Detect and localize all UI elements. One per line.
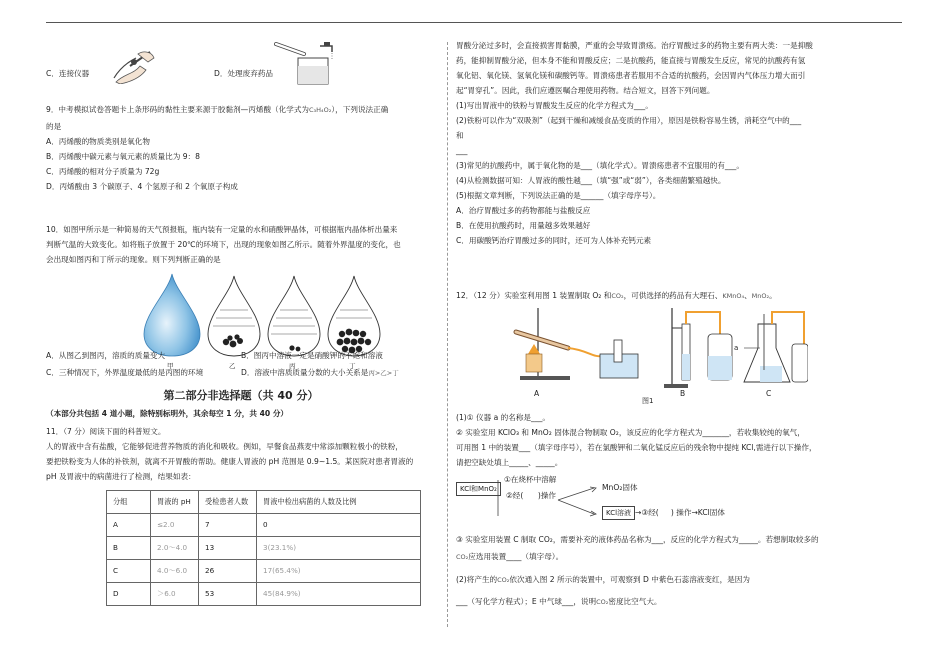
q11-para-line2: 要把铁粉变为人体的补铁剂，就离不开胃酸的帮助。健康人胃液的 pH 范围是 0.9~1.5。某医院对患者胃液的 <box>46 457 414 466</box>
q8-option-d: D．处理废弃药品 <box>214 69 274 78</box>
table-header-cell: 胃液的 pH <box>151 491 199 514</box>
q12-line1: (1)① 仪器 a 的名称是___。 <box>456 413 551 422</box>
q11-cont-line4: 起“胃穿孔”。因此，我们应遵医嘱合理使用药物。结合短文，回答下列问题。 <box>456 86 715 95</box>
waste-disposal-illustration <box>274 40 340 86</box>
q10-options-row1 <box>46 350 436 361</box>
part-two-note: （本部分共包括 4 道小题，除特别标明外，其余每空 1 分，共 40 分） <box>46 408 289 418</box>
apparatus-label-b: B <box>680 389 686 398</box>
apparatus-label-a: A <box>534 389 540 398</box>
flask-label-yi: 乙 <box>229 362 236 370</box>
q11-sub-5-option-a: A．治疗胃酸过多的药物都能与盐酸反应 <box>456 206 591 215</box>
q12-co2-inline-3: CO₂ <box>596 597 609 606</box>
q9-option-b: B．丙烯酸中碳元素与氧元素的质量比为 9：8 <box>46 152 200 162</box>
table-cell: 7 <box>199 514 257 537</box>
q11-data-table <box>106 490 421 606</box>
table-cell: 0 <box>257 514 421 537</box>
kcl-purification-flow <box>456 474 756 526</box>
apparatus-a <box>516 308 638 380</box>
q12-head-end: 。 <box>769 291 777 300</box>
q9-stem <box>46 104 436 115</box>
q9-option-a: A．丙烯酸的物质类别是氧化物 <box>46 137 150 147</box>
column-divider <box>447 42 448 627</box>
q10-option-b: B．图丙中溶液一定是硝酸钾的不饱和溶液 <box>241 351 383 360</box>
q11-cont-line3: 氧化铝、氧化镁、氢氧化镁和碳酸钙等。胃溃疡患者若服用不合适的抗酸药，会因胃内气体压力增大而引 <box>456 71 806 80</box>
q10-options-row2 <box>46 367 436 378</box>
q12-line2: ② 实验室用 KClO₃ 和 MnO₂ 固体混合物制取 O₂，该反应的化学方程式为_______，若收集较纯的氧气， <box>456 428 805 437</box>
q11-sub-5-option-b: B．在使用抗酸药时，用量越多效果越好 <box>456 221 591 230</box>
flow-step-3-op: ) 操作 <box>670 508 692 517</box>
q11-cont-line2: 药，能抑制胃酸分泌，但本身不能和胃酸反应；二是抗酸药，能直接与胃酸发生反应，常见的抗酸药有氢 <box>456 56 806 65</box>
q12-line8-pre: ___（写化学方程式）；E 中气球___，说明 <box>456 596 597 606</box>
q12-line3: 可用图 1 中的装置___（填字母序号），若在氯酸钾和二氧化锰反应后的残余物中提纯 KCl,需进行以下操作， <box>456 443 817 452</box>
table-cell: 2.0～4.0 <box>151 537 199 560</box>
q12-separator: 、 <box>744 291 752 300</box>
flow-step-1: ①在烧杯中溶解 <box>504 475 557 484</box>
table-cell: 26 <box>199 560 257 583</box>
q12-kmno4-formula: KMnO₄ <box>722 292 745 300</box>
q11-table-wrap <box>106 490 421 606</box>
q12-line7 <box>456 574 856 585</box>
q9-formula: C₃H₄O₂ <box>309 106 332 114</box>
q11-para-line3: pH 及胃液中的病菌进行了检测，结果如表： <box>46 472 196 481</box>
flow-kcl-solution <box>602 506 725 520</box>
q12-mno2-formula: MnO₂ <box>751 292 770 300</box>
figure-1-caption: 图1 <box>642 397 654 405</box>
apparatus-label-c: C <box>766 389 772 398</box>
flask-ding <box>328 276 380 356</box>
table-header-cell: 胃液中检出病菌的人数及比例 <box>257 491 421 514</box>
q11-sub-2-blank: ___ <box>456 146 468 155</box>
q9-stem-tail: ），下列说法正确 <box>331 105 389 114</box>
q12-line6 <box>456 551 856 562</box>
q10-options <box>46 350 436 378</box>
flask-label-jia: 甲 <box>167 362 174 370</box>
q10-option-c: C．三种情况下，外界温度最低的是丙图的环境 <box>46 368 204 377</box>
flow-mno2-solid: MnO₂固体 <box>602 483 638 492</box>
table-cell: 45(84.9%) <box>257 583 421 606</box>
part-two-header <box>46 388 436 419</box>
part-two-title: 第二部分非选择题（共 40 分） <box>163 389 319 402</box>
q11-sub-3: (3)常见的抗酸药中，属于氧化物的是___（填化学式）。胃溃疡患者不宜服用的有___。 <box>456 161 744 170</box>
q11-sub-5: (5)根据文章判断，下列说法正确的是______（填字母序号）。 <box>456 191 661 200</box>
table-cell: 53 <box>199 583 257 606</box>
q12-head <box>456 290 856 301</box>
q12-co2-inline-2: CO₂ <box>497 576 510 585</box>
apparatus-figure-1 <box>508 304 808 400</box>
flow-step-2-op: )操作 <box>537 491 557 500</box>
q9-option-d: D．丙烯酸由 3 个碳原子、4 个氢原子和 2 个氧原子构成 <box>46 182 238 192</box>
q11-cont-line1: 胃酸分泌过多时，会直接损害胃黏膜，严重的会导致胃溃疡。治疗胃酸过多的药物主要有两大类：一是抑酸 <box>456 41 813 50</box>
q11-para-line1: 人的胃液中含有盐酸，它能够促进营养物质的消化和吸收。例如，早餐食品燕麦中常添加颗粒极小的铁粉， <box>46 442 403 451</box>
q9-stem-line2: 的是 <box>46 122 62 132</box>
q12-line8-post: 密度比空气大。 <box>608 596 662 606</box>
q11-continued <box>456 40 856 246</box>
q12-head-text: 12．（12 分）实验室利用图 1 装置制取 O₂ 和 <box>456 291 612 300</box>
connecting-apparatus-illustration <box>110 48 156 84</box>
flask-jia <box>144 274 200 356</box>
table-row <box>107 583 421 606</box>
apparatus-c <box>734 312 808 382</box>
q11-sub-1: (1)写出胃液中的铁粉与胃酸发生反应的化学方程式为___。 <box>456 101 653 110</box>
q10-stem-line2: 判断气温的大致变化。如将瓶子放置于 20℃的环境下，出现的现象如图乙所示。随着外界温度的变化，也 <box>46 240 401 249</box>
q8-option-c: C．连接仪器 <box>46 69 90 78</box>
question-9 <box>46 104 436 192</box>
table-cell: ＞6.0 <box>151 583 199 606</box>
table-cell: 13 <box>199 537 257 560</box>
q10-option-d <box>241 367 436 378</box>
table-cell: A <box>107 514 151 537</box>
flask-label-bing: 丙 <box>289 362 296 370</box>
q12-line6-text: 应选用装置____（填字母）。 <box>468 552 564 561</box>
q10-stem-line1: 10．如图甲所示是一种简易的天气预报瓶，瓶内装有一定量的水和硝酸钾晶体，可根据瓶内晶体析出量来 <box>46 225 398 234</box>
flow-step-2-text: ②经( <box>506 491 524 500</box>
question-10 <box>46 224 436 265</box>
q12-line8 <box>456 596 856 607</box>
q12-line4: 请把空缺处填上_____、_____。 <box>456 458 563 467</box>
weather-flask-figure <box>142 270 382 360</box>
table-cell: C <box>107 560 151 583</box>
q10-option-a: A．从图乙到图丙，溶质的质量变大 <box>46 351 166 360</box>
q12-co2-inline-1: CO₂ <box>456 553 469 561</box>
table-cell: 17(65.4%) <box>257 560 421 583</box>
flow-kcl-solid: →KCl固体 <box>691 508 725 517</box>
table-row <box>107 514 421 537</box>
header-rule <box>46 22 902 23</box>
flask-bing <box>268 276 320 356</box>
q12-line7-post: 依次通入图 2 所示的装置中，可观察到 D 中紫色石蕊溶液变红，是因为 <box>509 575 750 585</box>
table-row <box>107 560 421 583</box>
flask-label-ding: 丁 <box>349 362 356 370</box>
table-header-cell: 分组 <box>107 491 151 514</box>
flow-start: KCl和MnO₂ <box>456 482 501 496</box>
q10-stem-line3: 会出现如图丙和丁所示的现象。则下列判断正确的是 <box>46 255 221 264</box>
apparatus-a-marker: a <box>734 344 739 352</box>
q12-line7-pre: (2)将产生的 <box>456 575 498 585</box>
q12-head-mid: ，可供选择的药品有大理石、 <box>623 291 723 300</box>
table-cell: 3(23.1%) <box>257 537 421 560</box>
flow-arrows <box>496 476 606 522</box>
table-cell: B <box>107 537 151 560</box>
question-12 <box>456 290 856 301</box>
table-cell: 4.0～6.0 <box>151 560 199 583</box>
table-cell: ≤2.0 <box>151 514 199 537</box>
q8-options <box>46 40 436 86</box>
q9-stem-text: 9．中考模拟试卷答题卡上条形码的黏性主要来源于胶黏剂—丙烯酸（化学式为 <box>46 105 310 114</box>
table-header-row <box>107 491 421 514</box>
table-cell: D <box>107 583 151 606</box>
q11-head: 11．（7 分）阅读下面的科普短文。 <box>46 427 166 436</box>
q12-part2 <box>456 534 856 607</box>
flow-kcl-solution-box: KCl溶液 <box>602 506 635 520</box>
q12-line5: ③ 实验室用装置 C 制取 CO₂，需要补充的液体药品名称为___，反应的化学方程式为_____。若想制取较多的 <box>456 535 819 544</box>
q11-sub-4: (4)从检测数据可知：人胃液的酸性越___（填“强”或“弱”），各类细菌繁殖越快。 <box>456 176 726 185</box>
q11-sub-2: (2)铁粉可以作为“双吸剂”（起到干燥和减缓食品变质的作用），原因是铁粉容易生锈，消耗空气中的___ <box>456 116 802 125</box>
flow-step-3: →③经( <box>635 508 659 517</box>
q12-co2-formula: CO₂ <box>611 292 624 300</box>
q11-sub-5-option-c: C．用碳酸钙治疗胃酸过多的同时，还可为人体补充钙元素 <box>456 236 652 245</box>
table-header-cell: 受检患者人数 <box>199 491 257 514</box>
table-row <box>107 537 421 560</box>
flask-yi <box>208 276 260 356</box>
apparatus-b <box>664 308 732 388</box>
q10-option-d-text: D．溶液中溶质质量分数的大小关系是 <box>241 368 369 377</box>
q10-option-d-formula: 丙>乙>丁 <box>368 369 399 377</box>
question-11 <box>46 426 436 482</box>
q9-option-c: C．丙烯酸的相对分子质量为 72g <box>46 167 160 177</box>
q12-part1 <box>456 412 856 468</box>
q11-sub-2-and: 和 <box>456 131 464 140</box>
